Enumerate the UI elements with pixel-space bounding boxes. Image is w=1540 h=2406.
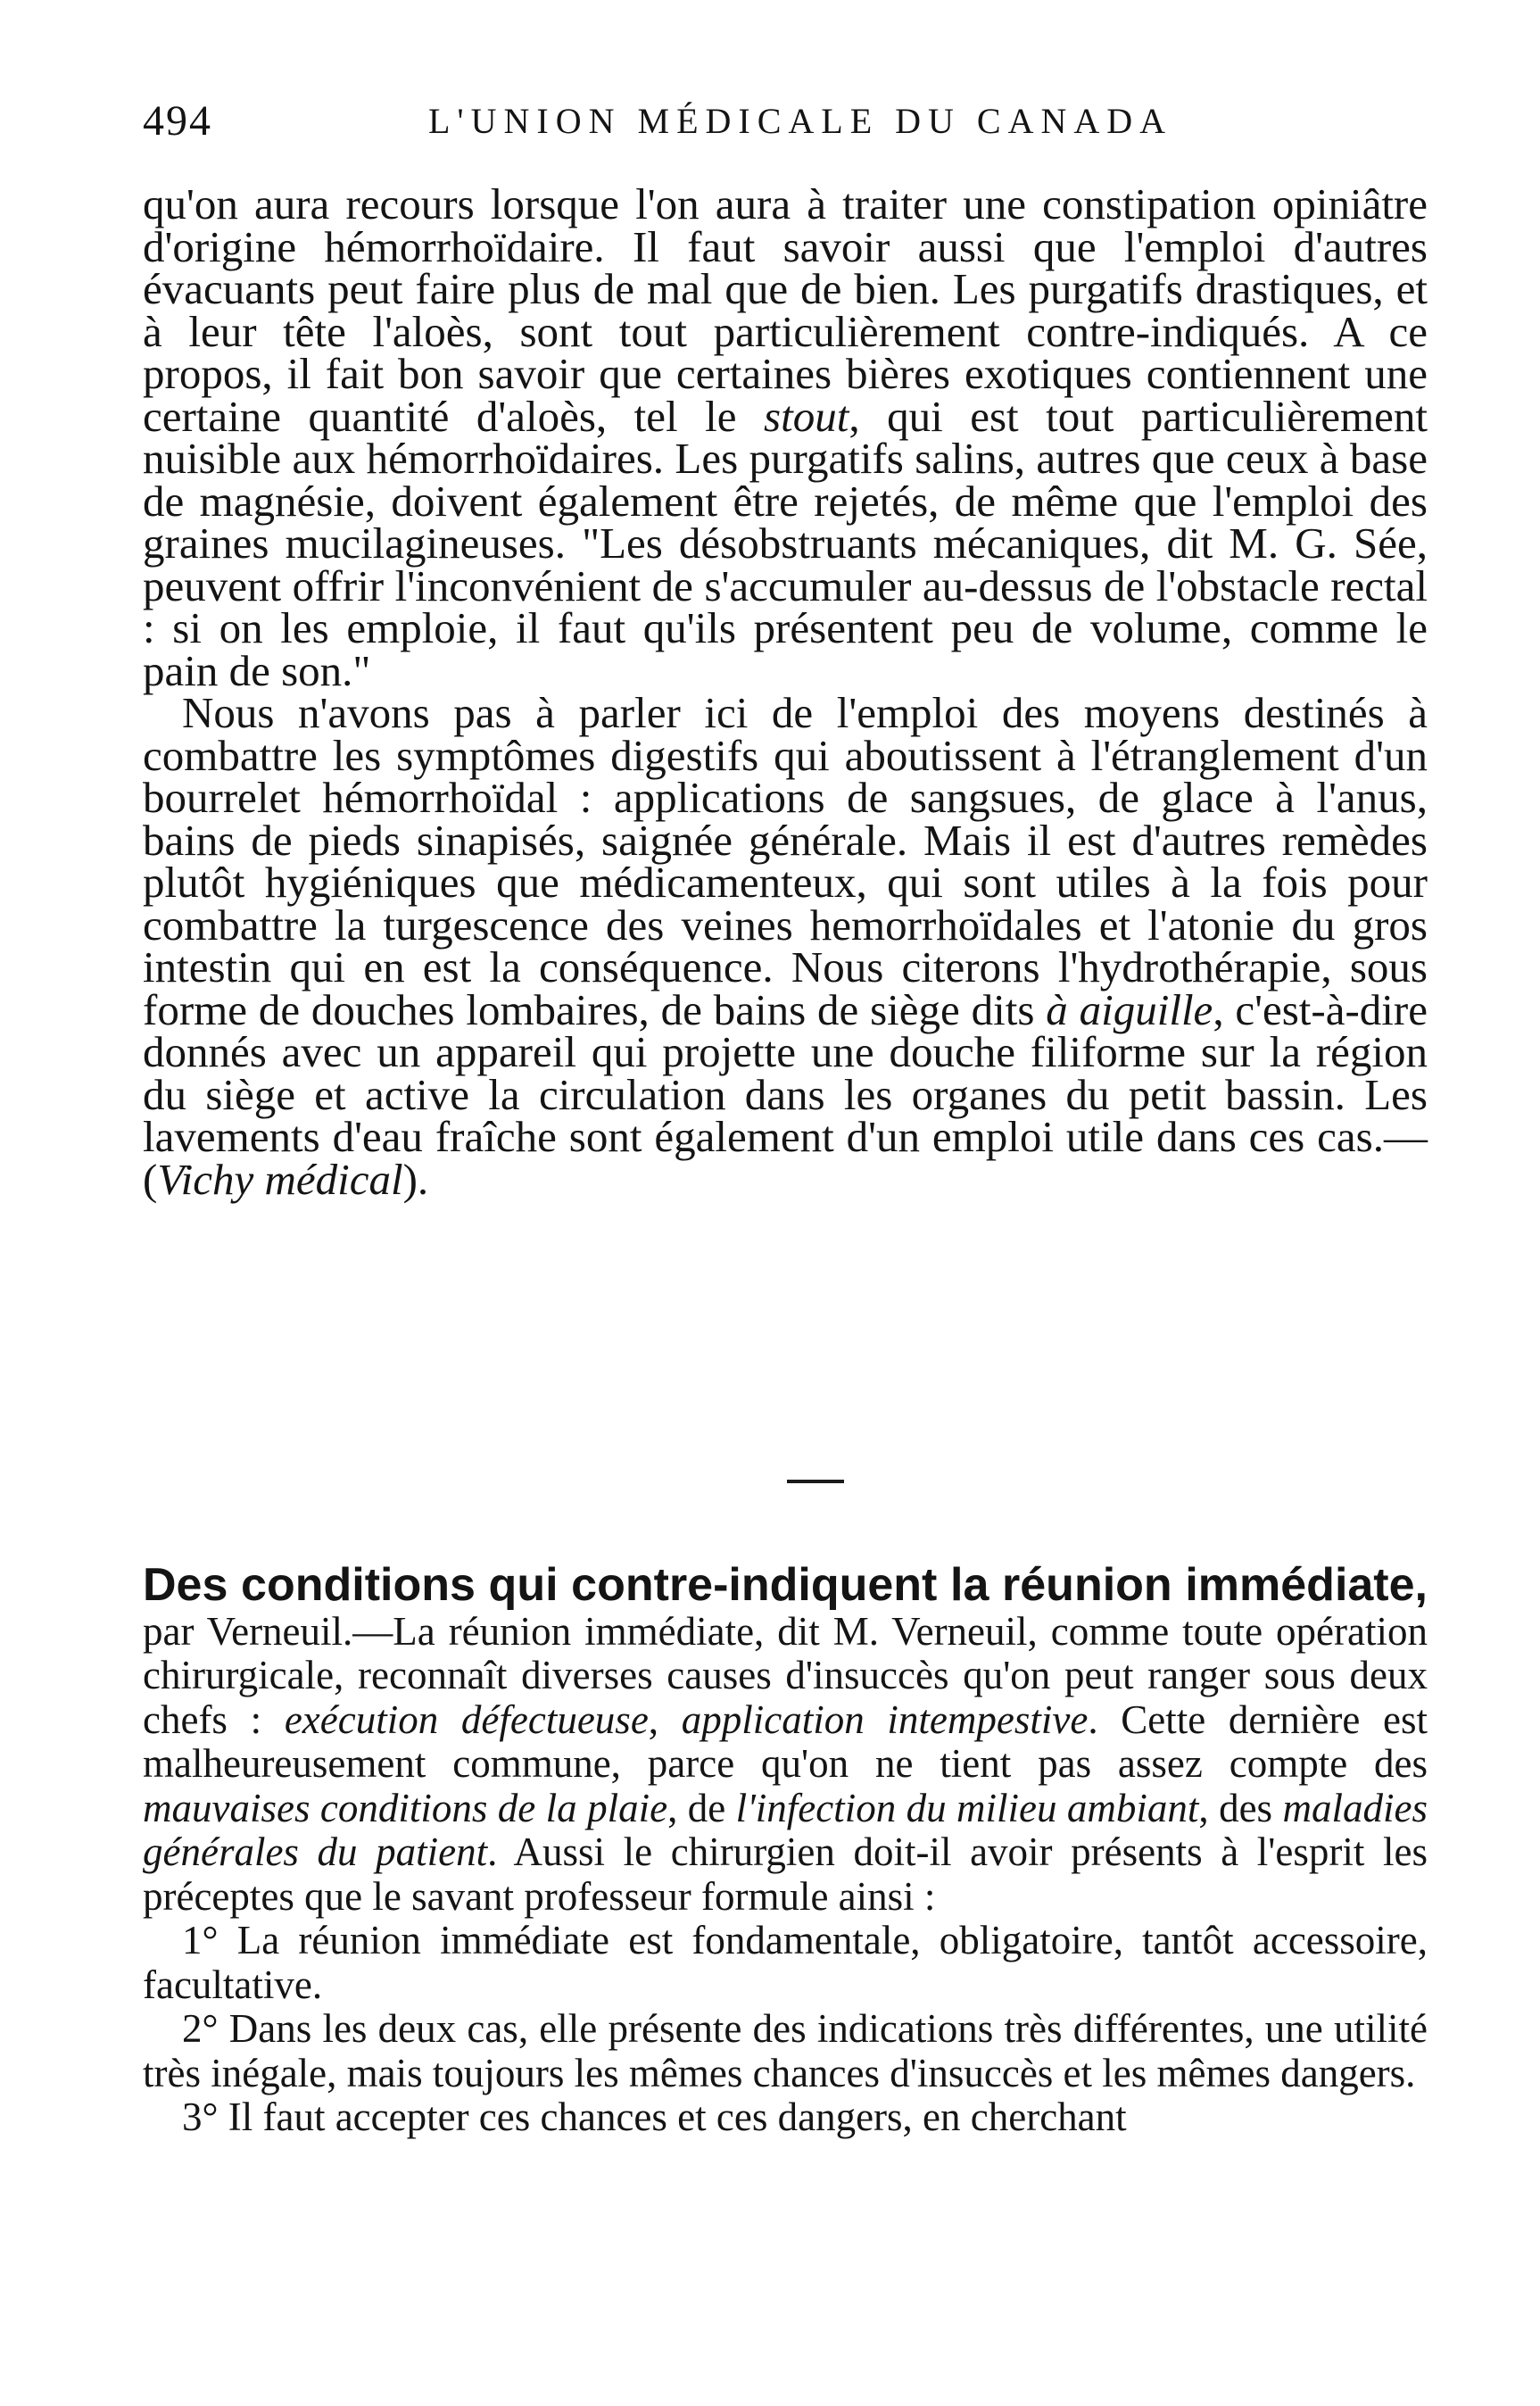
text-run: , de (667, 1785, 736, 1830)
italic-term: exécution défectueuse (284, 1697, 649, 1742)
paragraph-hygienic-remedies (143, 688, 1428, 1204)
italic-term: application intempestive (681, 1697, 1089, 1742)
article-body-hemorrhoids (143, 179, 1428, 1204)
running-title: L'UNION MÉDICALE DU CANADA (428, 101, 1173, 141)
article-body-reunion (143, 1559, 1428, 2140)
precept-text: Il faut accepter ces chances et ces dangers, en cherchant (228, 2095, 1127, 2139)
precept-number: 1° (182, 1918, 219, 1962)
paragraph-purgatives (143, 179, 1428, 695)
article-title: Des conditions qui contre-indiquent la réunion immédiate, (143, 1559, 1428, 1611)
precept-item (143, 2007, 1428, 2095)
text-run: , des (1198, 1785, 1283, 1830)
precept-item (143, 1919, 1428, 2007)
precept-number: 3° (182, 2095, 219, 2139)
text-run: ). (402, 1154, 429, 1204)
precept-number: 2° (182, 2006, 219, 2051)
text-run: qu'on aura recours lorsque l'on aura à traiter une constipation opiniâtre d'origine hémorrhoïdaire. Il faut savoir aussi que l'emploi d'autres évacuants peut faire plus de mal que de bien. Les purgatifs drastiques, et à leur tête l'aloès, sont tout particulièrement contre-indiqués. A ce propos, il fait bon savoir que certaines bières exotiques contiennent une certaine quantité d'aloès, tel le (143, 179, 1428, 441)
text-run: . Aussi le chirurgien doit-il avoir présents à l'esprit les préceptes que le savant professeur formule ainsi : (143, 1829, 1428, 1919)
italic-term-stout: stout (764, 391, 849, 441)
italic-term: l'infection du milieu ambiant (735, 1785, 1199, 1830)
text-run: . Cette dernière est malheureusement commune, parce qu'on ne tient pas assez compte des (143, 1697, 1428, 1786)
source-citation: Vichy médical (157, 1154, 403, 1204)
text-run: , (648, 1697, 682, 1742)
text-run: par Verneuil.—La réunion immédiate, dit M. Verneuil, comme toute opération chirurgicale, reconnaît diverses causes d'insuccès qu'on peut ranger sous deux chefs : (143, 1608, 1428, 1742)
page-header (143, 96, 1428, 145)
section-divider (787, 1480, 844, 1483)
article-intro (143, 1559, 1428, 1919)
text-run: , qui est tout particulièrement nuisible aux hémorrhoïdaires. Les purgatifs salins, autres que ceux à base de magnésie, doivent également être rejetés, de même que l'emploi des graines mucilagineuses. "Les désobstruants mécaniques, dit M. G. Sée, peuvent offrir l'inconvénient de s'accumuler au-dessus de l'obstacle rectal : si on les emploie, il faut qu'ils présentent peu de volume, comme le pain de son." (143, 391, 1428, 695)
precept-text: Dans les deux cas, elle présente des indications très différentes, une utilité très inégale, mais toujours les mêmes chances d'insuccès et les mêmes dangers. (143, 2006, 1428, 2095)
italic-term: maladies générales du patient (143, 1785, 1428, 1874)
italic-term: mauvaises conditions de la plaie (143, 1785, 668, 1830)
precept-item (143, 2095, 1428, 2140)
text-run: Nous n'avons pas à parler ici de l'emploi des moyens destinés à combattre les symptômes digestifs qui aboutissent à l'étranglement d'un bourrelet hémorrhoïdal : applications de sangsues, de glace à l'anus, bains de pieds sinapisés, saignée générale. Mais il est d'autres remèdes plutôt hygiéniques que médicamenteux, qui sont utiles à la fois pour combattre la turgescence des veines hemorrhoïdales et l'atonie du gros intestin qui en est la conséquence. Nous citerons l'hydrothérapie, sous forme de douches lombaires, de bains de siège dits (143, 688, 1428, 1034)
text-run: , c'est-à-dire donnés avec un appareil qui projette une douche filiforme sur la région du siège et active la circulation dans les organes du petit bassin. Les lavements d'eau fraîche sont également d'un emploi utile dans ces cas.— ( (143, 984, 1428, 1204)
page-number: 494 (143, 97, 212, 145)
precept-text: La réunion immédiate est fondamentale, obligatoire, tantôt accessoire, facultative. (143, 1918, 1428, 2007)
italic-term-aiguille: à aiguille (1046, 984, 1213, 1034)
